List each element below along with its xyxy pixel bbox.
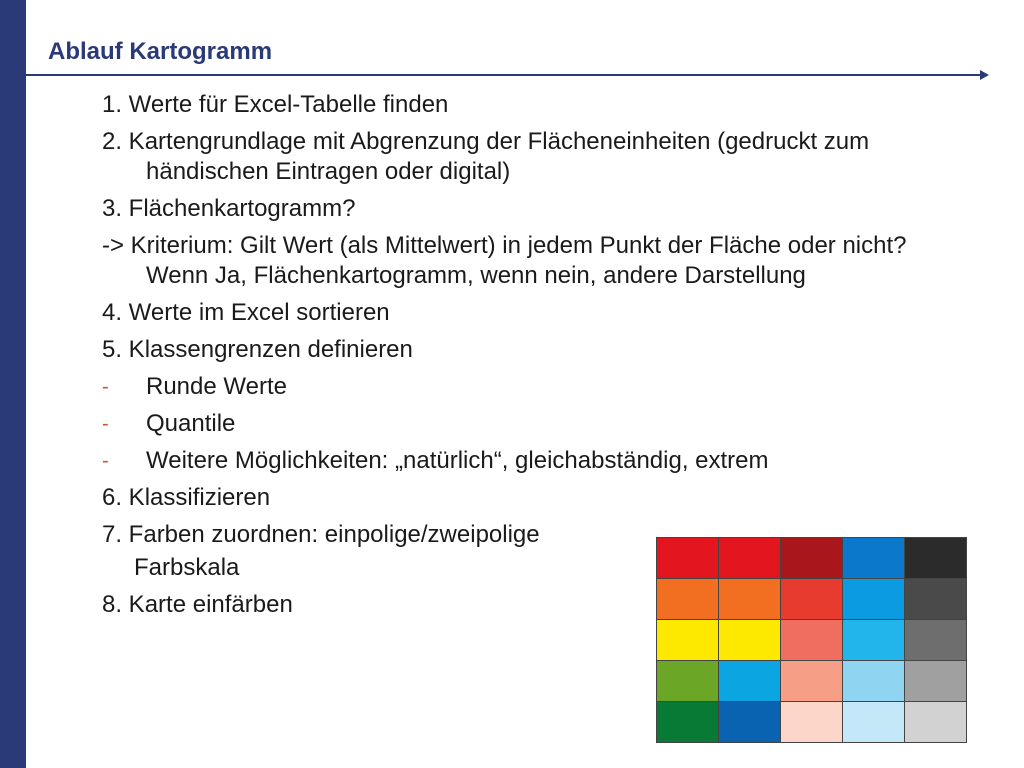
color-swatch (657, 620, 718, 660)
side-accent-bar (0, 0, 26, 768)
step-4: 4. Werte im Excel sortieren (102, 299, 390, 326)
color-swatch (843, 538, 904, 578)
color-swatch (781, 538, 842, 578)
sub-item-label: Quantile (146, 410, 236, 437)
step-5: 5. Klassengrenzen definieren (102, 336, 413, 363)
color-swatch (905, 620, 966, 660)
color-swatch (719, 702, 780, 742)
step-1: 1. Werte für Excel-Tabelle finden (102, 91, 449, 118)
color-swatch (905, 702, 966, 742)
step-7-continuation: Farbskala (134, 554, 240, 581)
slide-title: Ablauf Kartogramm (48, 38, 273, 65)
step-8: 8. Karte einfärben (102, 591, 293, 618)
dash-bullet-icon: - (102, 450, 109, 472)
color-swatch (657, 661, 718, 701)
color-swatch (843, 579, 904, 619)
color-swatch (657, 579, 718, 619)
title-underline (26, 74, 984, 76)
color-swatch (781, 579, 842, 619)
color-swatch (719, 579, 780, 619)
color-swatch (781, 661, 842, 701)
color-swatch (719, 661, 780, 701)
color-swatch (905, 538, 966, 578)
step-6: 6. Klassifizieren (102, 484, 271, 511)
color-swatch (905, 661, 966, 701)
color-swatch (657, 702, 718, 742)
dash-bullet-icon: - (102, 413, 109, 435)
step-2: 2. Kartengrundlage mit Abgrenzung der Flächeneinheiten (gedruckt zum händischen Eintragen oder digital) (102, 128, 870, 185)
color-swatch (843, 702, 904, 742)
sub-item-label: Weitere Möglichkeiten: „natürlich“, gleichabständig, extrem (146, 447, 769, 474)
color-swatch (719, 620, 780, 660)
color-swatch (781, 702, 842, 742)
sub-item-quantile (102, 409, 972, 439)
color-swatch (781, 620, 842, 660)
step-7: 7. Farben zuordnen: einpolige/zweipolige (102, 521, 540, 548)
color-swatch (905, 579, 966, 619)
title-underline-arrow-icon (980, 70, 989, 80)
step-3: 3. Flächenkartogramm? (102, 195, 356, 222)
color-swatch (843, 661, 904, 701)
sub-item-weitere (102, 446, 972, 476)
color-swatch (843, 620, 904, 660)
criterion-note: -> Kriterium: Gilt Wert (als Mittelwert) in jedem Punkt der Fläche oder nicht? Wenn Ja, Flächenkartogramm, wenn nein, andere Darstellung (102, 232, 907, 289)
color-palette-grid (656, 537, 967, 743)
dash-bullet-icon: - (102, 376, 109, 398)
sub-item-runde-werte (102, 372, 972, 402)
color-swatch (719, 538, 780, 578)
color-swatch (657, 538, 718, 578)
sub-item-label: Runde Werte (146, 373, 287, 400)
